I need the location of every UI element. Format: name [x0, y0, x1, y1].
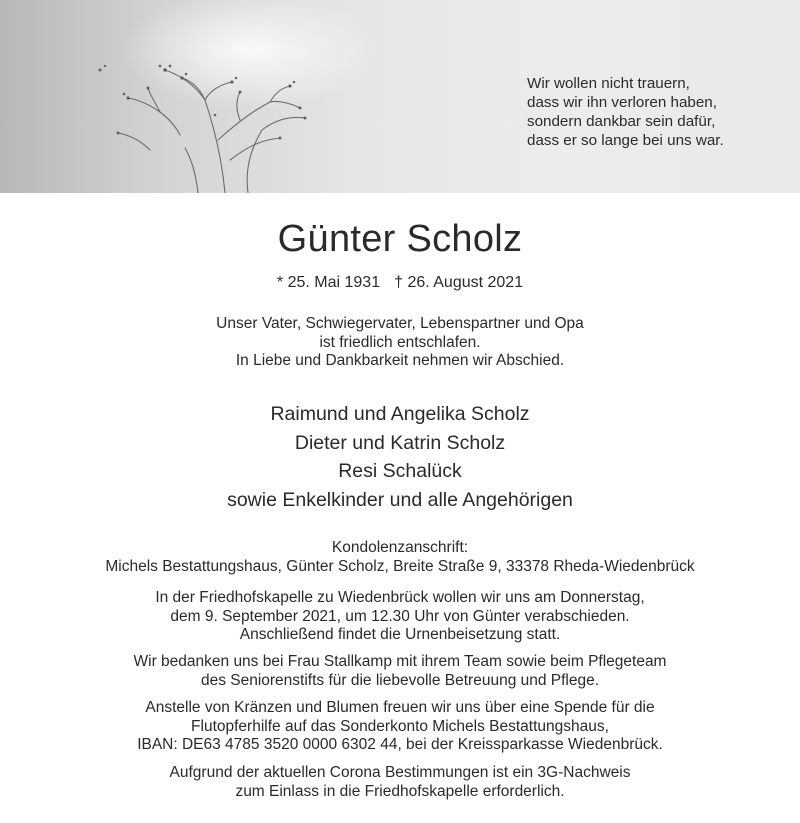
- birth-date: * 25. Mai 1931: [276, 274, 381, 291]
- intro-line: Unser Vater, Schwiegervater, Lebenspartner und Opa: [216, 315, 584, 332]
- corona-paragraph: [0, 764, 800, 801]
- family-line: sowie Enkelkinder und alle Angehörigen: [227, 488, 573, 511]
- quote-line: dass wir ihn verloren haben,: [527, 94, 717, 111]
- paragraph-line: In der Friedhofskapelle zu Wiedenbrück wollen wir uns am Donnerstag,: [155, 589, 645, 606]
- intro-line: ist friedlich entschlafen.: [319, 333, 481, 351]
- ceremony-paragraph: [0, 589, 800, 645]
- donation-paragraph: [0, 699, 800, 755]
- intro-line: In Liebe und Dankbarkeit nehmen wir Abschied.: [235, 352, 565, 369]
- paragraph-line: Aufgrund der aktuellen Corona Bestimmungen ist ein 3G-Nachweis: [169, 764, 631, 781]
- death-date: † 26. August 2021: [394, 274, 524, 291]
- quote-line: sondern dankbar sein dafür,: [527, 113, 716, 130]
- family-line: Resi Schalück: [338, 460, 462, 482]
- intro-text: [0, 315, 800, 371]
- deceased-name: Günter Scholz: [277, 218, 523, 260]
- paragraph-line: zum Einlass in die Friedhofskapelle erforderlich.: [235, 782, 565, 800]
- family-line: Raimund und Angelika Scholz: [270, 403, 530, 425]
- memorial-quote: [527, 74, 787, 150]
- condolence-label: Kondolenzanschrift:: [331, 539, 469, 556]
- family-line: Dieter und Katrin Scholz: [294, 431, 506, 454]
- paragraph-line: Flutopferhilfe auf das Sonderkonto Michels Bestattungshaus,: [191, 717, 609, 735]
- life-dates: [0, 274, 800, 292]
- paragraph-line: IBAN: DE63 4785 3520 0000 6302 44, bei der Kreissparkasse Wiedenbrück.: [137, 736, 663, 753]
- paragraph-line: Anstelle von Kränzen und Blumen freuen wir uns über eine Spende für die: [145, 699, 655, 716]
- paragraph-line: des Seniorenstifts für die liebevolle Betreuung und Pflege.: [200, 671, 600, 689]
- paragraph-line: Wir bedanken uns bei Frau Stallkamp mit ihrem Team sowie beim Pflegeteam: [133, 653, 667, 670]
- paragraph-line: Anschließend findet die Urnenbeisetzung statt.: [239, 626, 561, 643]
- condolence-address: [0, 538, 800, 576]
- condolence-address-line: Michels Bestattungshaus, Günter Scholz, Breite Straße 9, 33378 Rheda-Wiedenbrück: [105, 558, 695, 575]
- quote-line: dass er so lange bei uns war.: [527, 132, 724, 149]
- thanks-paragraph: [0, 653, 800, 690]
- family-list: [0, 400, 800, 514]
- quote-line: Wir wollen nicht trauern,: [527, 75, 690, 92]
- paragraph-line: dem 9. September 2021, um 12.30 Uhr von Günter verabschieden.: [170, 607, 630, 625]
